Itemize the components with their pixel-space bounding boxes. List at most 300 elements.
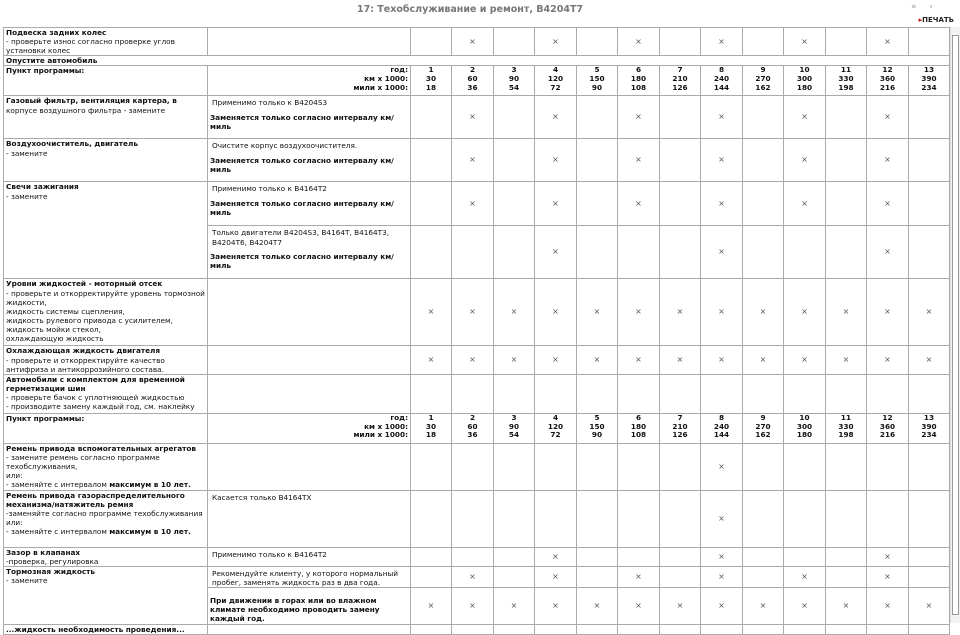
km-value: 300 [796, 74, 813, 84]
interval-cell [826, 182, 867, 226]
check-mark-icon: × [676, 307, 684, 317]
interval-cell [784, 547, 826, 566]
km-value: 60 [467, 74, 478, 84]
interval-cell [784, 624, 826, 634]
note-text: Применимо только к B4164T2 [212, 549, 327, 559]
check-mark-icon: × [842, 600, 850, 610]
check-mark-icon: × [801, 355, 808, 365]
check-mark-icon: × [552, 36, 559, 46]
interval-cell [701, 490, 743, 547]
check-mark-icon: × [718, 155, 725, 165]
interval-cell [909, 566, 950, 587]
interval-cell [784, 226, 826, 279]
check-mark-icon: × [635, 36, 642, 46]
interval-cell [909, 226, 950, 279]
check-mark-icon: × [635, 600, 642, 610]
check-mark-icon: × [552, 247, 559, 257]
interval-cell [701, 566, 743, 587]
task-description [4, 624, 208, 634]
interval-cell [743, 226, 784, 279]
program-item-label: Пункт программы: [4, 413, 208, 443]
interval-cell [826, 566, 867, 587]
years-value: 9 [760, 413, 766, 422]
interval-cell [826, 139, 867, 182]
interval-cell [411, 139, 452, 182]
check-mark-icon: × [593, 600, 601, 610]
table-row [4, 443, 950, 490]
interval-cell [743, 566, 784, 587]
km-value: 90 [508, 421, 520, 431]
interval-cell [743, 547, 784, 566]
km-value: 360 [879, 421, 896, 431]
interval-cell [494, 182, 535, 226]
interval-cell [618, 346, 660, 374]
interval-cell [577, 139, 618, 182]
note-cell [208, 346, 411, 374]
interval-cell [577, 547, 618, 566]
interval-cell [660, 547, 701, 566]
km-value: 210 [672, 74, 688, 84]
task-title: Автомобили с комплектом для временной герметизации шин [6, 374, 185, 393]
interval-header-cell [701, 413, 743, 443]
check-mark-icon: × [925, 600, 933, 610]
interval-cell [452, 346, 494, 374]
task-instruction: - замените [6, 148, 48, 158]
interval-header-cell [618, 66, 660, 96]
years-value: 6 [635, 413, 642, 422]
interval-cell [784, 374, 826, 413]
interval-header-cell [784, 66, 826, 96]
check-mark-icon: × [718, 198, 725, 208]
interval-cell [743, 346, 784, 374]
task-title: Подвеска задних колес [6, 28, 107, 37]
table-row [4, 279, 950, 346]
check-mark-icon: × [801, 36, 808, 46]
task-title: Воздухоочиститель, двигатель [6, 139, 138, 149]
interval-cell [784, 28, 826, 56]
miles-value: 198 [838, 82, 854, 92]
table-row [4, 28, 950, 56]
interval-cell [784, 588, 826, 624]
interval-header-cell [535, 413, 577, 443]
interval-cell [577, 490, 618, 547]
miles-value: 54 [508, 430, 520, 440]
check-mark-icon: × [801, 198, 808, 208]
interval-cell [660, 588, 701, 624]
interval-cell [701, 226, 743, 279]
interval-cell [452, 624, 494, 634]
check-mark-icon: × [884, 36, 891, 46]
note-emphasis: Заменяется только согласно интервалу км/миль [210, 251, 394, 270]
interval-cell [701, 443, 743, 490]
task-instruction: - проверьте и откорректируйте уровень тормозной жидкости, [6, 288, 205, 307]
vertical-scrollbar[interactable] [950, 27, 960, 623]
years-value: 13 [923, 413, 935, 422]
interval-cell [660, 624, 701, 634]
check-mark-icon: × [469, 155, 476, 165]
interval-cell [660, 346, 701, 374]
interval-cell [494, 28, 535, 56]
interval-cell [867, 182, 909, 226]
check-mark-icon: × [884, 307, 891, 317]
task-title: ...жидкость необходимость проведения... [6, 624, 185, 634]
km-label: км x 1000: [364, 421, 408, 431]
interval-header-cell [452, 66, 494, 96]
page-title: 17: Техобслуживание и ремонт, B4204T7 [356, 4, 584, 15]
note-text: Касается только B4164TX [212, 492, 312, 502]
years-value: 8 [718, 413, 725, 422]
check-mark-icon: × [759, 307, 767, 317]
interval-cell [867, 624, 909, 634]
task-title: Газовый фильтр, вентиляция картера, в [6, 96, 177, 106]
top-bar [0, 0, 960, 27]
interval-cell [660, 374, 701, 413]
interval-cell [535, 279, 577, 346]
interval-cell [494, 443, 535, 490]
interval-cell [452, 490, 494, 547]
check-mark-icon: × [552, 551, 559, 561]
check-mark-icon: × [593, 355, 601, 365]
interval-cell [867, 588, 909, 624]
check-mark-icon: × [801, 112, 808, 122]
km-value: 30 [425, 74, 437, 84]
years-value: 9 [760, 65, 766, 75]
note-cell [208, 588, 411, 624]
interval-cell [452, 279, 494, 346]
interval-cell [618, 182, 660, 226]
task-instruction: или: [6, 518, 23, 528]
task-title: Тормозная жидкость [6, 566, 96, 576]
interval-cell [784, 139, 826, 182]
km-value: 240 [713, 74, 730, 84]
interval-cell [660, 96, 701, 139]
interval-cell [618, 588, 660, 624]
interval-cell [494, 566, 535, 587]
years-value: 12 [882, 65, 893, 75]
interval-cell [826, 374, 867, 413]
interval-cell [494, 490, 535, 547]
interval-cell [743, 443, 784, 490]
check-mark-icon: × [718, 355, 725, 365]
interval-cell [784, 490, 826, 547]
km-value: 30 [425, 421, 437, 431]
table-row [4, 56, 950, 66]
interval-cell [867, 490, 909, 547]
check-mark-icon: × [635, 355, 642, 365]
section-heading: Опустите автомобиль [4, 56, 950, 66]
interval-cell [826, 279, 867, 346]
years-value: 11 [840, 413, 852, 422]
interval-cell [784, 566, 826, 587]
interval-cell [618, 28, 660, 56]
check-mark-icon: × [427, 600, 435, 610]
note-emphasis: Заменяется только согласно интервалу км/миль [210, 112, 394, 131]
interval-cell [535, 139, 577, 182]
miles-value: 216 [879, 82, 896, 92]
years-value: 6 [635, 65, 642, 75]
interval-cell [535, 96, 577, 139]
km-value: 120 [547, 421, 564, 431]
check-mark-icon: × [884, 355, 891, 365]
interval-cell [494, 346, 535, 374]
interval-cell [909, 547, 950, 566]
interval-cell [867, 279, 909, 346]
table-row [4, 490, 950, 547]
check-mark-icon: × [469, 572, 476, 582]
interval-cell [494, 374, 535, 413]
interval-cell [867, 374, 909, 413]
miles-value: 90 [591, 430, 603, 440]
interval-cell [826, 226, 867, 279]
interval-cell [535, 624, 577, 634]
interval-cell [784, 182, 826, 226]
year-label: год: [390, 65, 408, 75]
check-mark-icon: × [718, 461, 725, 471]
check-mark-icon: × [842, 307, 850, 317]
interval-cell [701, 624, 743, 634]
task-instruction: охлаждающую жидкость [6, 334, 104, 344]
check-mark-icon: × [676, 600, 684, 610]
note-emphasis: При движении в горах или во влажном климате необходимо проводить замену каждый год. [210, 596, 380, 624]
miles-value: 126 [672, 430, 688, 440]
task-instruction: - заменяйте с интервалом максимум в 10 лет. [6, 480, 191, 490]
interval-header-cell [411, 66, 452, 96]
interval-cell [701, 588, 743, 624]
task-instruction: - замените [6, 191, 48, 201]
check-mark-icon: × [469, 600, 476, 610]
check-mark-icon: × [635, 155, 642, 165]
interval-cell [867, 139, 909, 182]
task-instruction: - проверьте бачок с уплотняющей жидкостью [6, 392, 185, 402]
interval-cell [660, 566, 701, 587]
interval-cell [618, 96, 660, 139]
km-value: 390 [921, 74, 937, 84]
interval-cell [743, 139, 784, 182]
interval-cell [411, 624, 452, 634]
check-mark-icon: × [801, 155, 808, 165]
interval-cell [784, 346, 826, 374]
interval-cell [577, 96, 618, 139]
interval-cell [743, 374, 784, 413]
years-value: 7 [677, 65, 683, 75]
table-row [4, 96, 950, 139]
interval-header-cell [577, 66, 618, 96]
interval-cell [618, 374, 660, 413]
interval-cell [660, 279, 701, 346]
interval-header-cell [494, 413, 535, 443]
interval-cell [577, 182, 618, 226]
km-value: 270 [755, 421, 771, 431]
interval-cell [660, 226, 701, 279]
interval-cell [535, 588, 577, 624]
miles-value: 90 [591, 82, 603, 92]
interval-header-cell [867, 413, 909, 443]
interval-cell [660, 490, 701, 547]
check-mark-icon: × [427, 355, 435, 365]
note-cell [208, 182, 411, 226]
miles-label: мили x 1000: [353, 82, 408, 92]
miles-value: 180 [796, 82, 813, 92]
interval-cell [826, 490, 867, 547]
interval-cell [577, 28, 618, 56]
task-instruction: -проверка, регулировка [6, 556, 99, 566]
note-text: Только двигатели B4204S3, B4164T, B4164T3, B4204T6, B4204T7 [212, 228, 390, 247]
km-value: 330 [838, 421, 854, 431]
task-description [4, 139, 208, 182]
years-value: 5 [594, 65, 600, 75]
task-instruction: жидкость рулевого привода с усилителем, [6, 315, 173, 325]
task-description [4, 490, 208, 547]
years-value: 1 [428, 65, 434, 75]
interval-cell [411, 443, 452, 490]
interval-cell [411, 490, 452, 547]
interval-header-cell [909, 66, 950, 96]
km-value: 150 [589, 421, 605, 431]
km-value: 180 [630, 74, 647, 84]
interval-cell [909, 279, 950, 346]
years-value: 10 [799, 65, 810, 75]
interval-cell [411, 588, 452, 624]
check-mark-icon: × [510, 355, 518, 365]
interval-cell [826, 96, 867, 139]
miles-label: мили x 1000: [353, 430, 408, 440]
interval-cell [618, 139, 660, 182]
interval-header-cell [452, 413, 494, 443]
scrollbar-thumb[interactable] [952, 35, 959, 615]
miles-value: 54 [508, 82, 520, 92]
task-title: Ремень привода газораспределительного механизма/натяжитель ремня [6, 490, 185, 509]
check-mark-icon: × [593, 307, 601, 317]
check-mark-icon: × [552, 572, 559, 582]
miles-value: 144 [713, 82, 730, 92]
note-emphasis: Заменяется только согласно интервалу км/миль [210, 155, 394, 174]
check-mark-icon: × [427, 307, 435, 317]
interval-cell [535, 547, 577, 566]
interval-cell [411, 96, 452, 139]
interval-header-cell [784, 413, 826, 443]
interval-cell [494, 96, 535, 139]
interval-cell [909, 490, 950, 547]
check-mark-icon: × [884, 112, 891, 122]
table-row [4, 374, 950, 413]
km-value: 180 [630, 421, 647, 431]
interval-cell [411, 28, 452, 56]
interval-cell [452, 96, 494, 139]
interval-header-cell [411, 413, 452, 443]
check-mark-icon: × [759, 355, 767, 365]
interval-cell [411, 346, 452, 374]
check-mark-icon: × [801, 307, 808, 317]
check-mark-icon: × [718, 551, 725, 561]
interval-cell [743, 490, 784, 547]
task-instruction: или: [6, 471, 23, 481]
miles-value: 162 [755, 82, 771, 92]
interval-header-cell [743, 66, 784, 96]
check-mark-icon: × [552, 307, 559, 317]
interval-cell [577, 279, 618, 346]
miles-value: 108 [630, 82, 647, 92]
interval-cell [826, 28, 867, 56]
check-mark-icon: × [759, 600, 767, 610]
year-header-row [4, 413, 950, 443]
interval-cell [577, 443, 618, 490]
interval-cell [701, 346, 743, 374]
interval-cell [867, 443, 909, 490]
interval-cell [618, 226, 660, 279]
interval-header-cell [867, 66, 909, 96]
note-cell [208, 96, 411, 139]
interval-cell [701, 139, 743, 182]
task-instruction: - проверьте износ согласно проверке углов установки колес [6, 37, 175, 56]
interval-cell [535, 443, 577, 490]
interval-header-cell [618, 413, 660, 443]
interval-cell [535, 566, 577, 587]
miles-value: 198 [838, 430, 854, 440]
check-mark-icon: × [718, 247, 725, 257]
program-item-label: Пункт программы: [4, 66, 208, 96]
interval-cell [867, 28, 909, 56]
table-row [4, 624, 950, 634]
print-button[interactable]: ▸ ПЕЧАТЬ [919, 16, 954, 24]
task-instruction: жидкость мойки стекол, [6, 324, 101, 334]
check-mark-icon: × [469, 112, 476, 122]
interval-cell [867, 566, 909, 587]
check-mark-icon: × [884, 572, 891, 582]
km-value: 240 [713, 421, 730, 431]
years-value: 11 [840, 65, 852, 75]
check-mark-icon: × [718, 572, 725, 582]
check-mark-icon: × [925, 355, 933, 365]
years-value: 1 [428, 413, 434, 422]
check-mark-icon: × [469, 355, 476, 365]
interval-cell [494, 226, 535, 279]
year-label: год: [390, 413, 408, 422]
km-label: км x 1000: [364, 74, 408, 84]
note-text: Применимо только к B4164T2 [212, 184, 327, 194]
interval-cell [743, 182, 784, 226]
interval-header-cell [577, 413, 618, 443]
interval-header-cell [701, 66, 743, 96]
years-value: 13 [923, 65, 935, 75]
interval-cell [909, 182, 950, 226]
check-mark-icon: × [884, 600, 891, 610]
interval-cell [867, 96, 909, 139]
interval-cell [909, 624, 950, 634]
task-instruction: - производите замену каждый год, см. наклейку [6, 402, 195, 412]
note-cell [208, 443, 411, 490]
years-value: 8 [718, 65, 725, 75]
check-mark-icon: × [552, 112, 559, 122]
check-mark-icon: × [718, 307, 725, 317]
check-mark-icon: × [469, 307, 476, 317]
task-title: Свечи зажигания [6, 182, 79, 192]
interval-cell [660, 28, 701, 56]
nav-arrows-icon[interactable]: « ‹ [911, 2, 938, 12]
miles-value: 162 [755, 430, 771, 440]
year-header-row [4, 66, 950, 96]
interval-cell [784, 96, 826, 139]
interval-cell [535, 226, 577, 279]
interval-cell [577, 346, 618, 374]
task-instruction: - проверьте и откорректируйте качество антифриза и антикоррозийного состава. [6, 355, 165, 374]
interval-cell [701, 182, 743, 226]
table-row [4, 346, 950, 374]
interval-cell [494, 547, 535, 566]
interval-cell [618, 624, 660, 634]
task-instruction: жидкость системы сцепления, [6, 306, 125, 316]
miles-value: 108 [630, 430, 647, 440]
years-value: 12 [882, 413, 893, 422]
